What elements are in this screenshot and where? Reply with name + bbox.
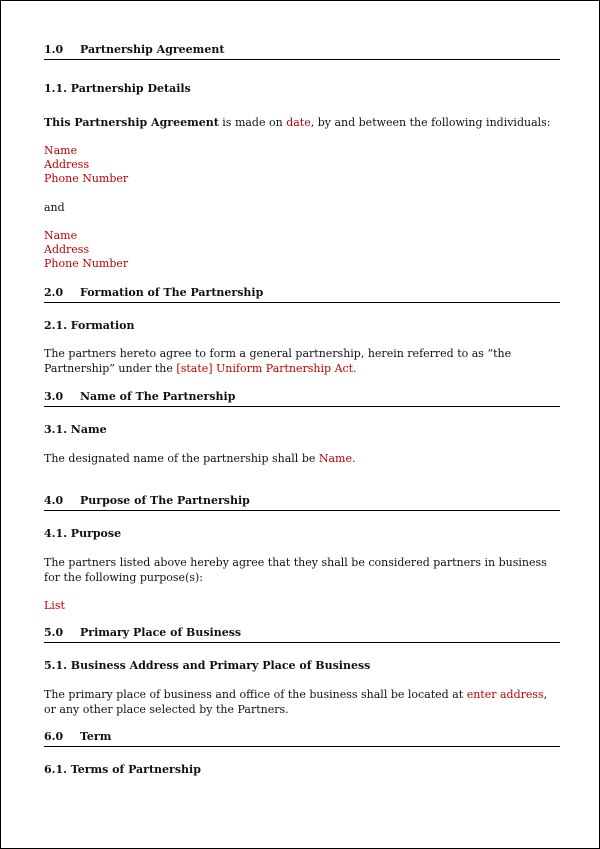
section-number: 1.0: [44, 43, 64, 56]
date-placeholder: date: [286, 116, 311, 129]
party-two-address: Address: [44, 243, 90, 256]
intro-paragraph: [44, 115, 560, 130]
party-two-name: Name: [44, 229, 78, 242]
state-act-placeholder: [state] Uniform Partnership Act.: [176, 362, 357, 375]
and-text: and: [44, 201, 65, 214]
section-title: Name of The Partnership: [80, 390, 236, 403]
section-number: 4.0: [44, 494, 64, 507]
section-number: 3.0: [44, 390, 64, 403]
subsection-heading-1-1: 1.1. Partnership Details: [44, 82, 191, 95]
business-text-end: , or any other place selected by the Partners.: [44, 688, 548, 716]
section-heading-6: [44, 730, 560, 747]
partnership-name-placeholder: Name.: [318, 452, 356, 465]
party-one-address: Address: [44, 158, 90, 171]
section-heading-1: [44, 43, 560, 60]
section-heading-4: [44, 494, 560, 511]
purpose-paragraph: The partners listed above hereby agree that they shall be considered partners in business for the following purpose(s):: [44, 556, 547, 584]
formation-paragraph: [44, 346, 560, 376]
intro-text-end: , by and between the following individuals:: [310, 116, 551, 129]
subsection-heading-5-1: 5.1. Business Address and Primary Place of Business: [44, 659, 371, 672]
business-paragraph: [44, 687, 560, 717]
subsection-heading-4-1: 4.1. Purpose: [44, 527, 122, 540]
subsection-heading-6-1: 6.1. Terms of Partnership: [44, 763, 201, 776]
section-heading-5: [44, 626, 560, 643]
business-text: The primary place of business and office of the business shall be located at: [44, 688, 467, 701]
section-heading-3: [44, 390, 560, 407]
formation-text: The partners hereto agree to form a general partnership, herein referred to as “the Partnership” under the: [44, 347, 512, 375]
purpose-list-placeholder: List: [44, 599, 65, 612]
section-title: Formation of The Partnership: [80, 286, 264, 299]
section-number: 6.0: [44, 730, 64, 743]
address-placeholder: enter address: [466, 688, 544, 701]
section-title: Term: [80, 730, 112, 743]
subsection-heading-3-1: 3.1. Name: [44, 423, 107, 436]
intro-text: is made on: [218, 116, 287, 129]
section-number: 5.0: [44, 626, 64, 639]
agreement-bold-title: This Partnership Agreement: [44, 116, 219, 129]
subsection-heading-2-1: 2.1. Formation: [44, 319, 135, 332]
section-heading-2: [44, 286, 560, 303]
name-text: The designated name of the partnership shall be: [44, 452, 319, 465]
party-two-block: [44, 229, 560, 271]
section-title: Partnership Agreement: [80, 43, 225, 56]
section-title: Primary Place of Business: [80, 626, 242, 639]
name-paragraph: [44, 451, 560, 466]
party-one-block: [44, 144, 560, 186]
section-title: Purpose of The Partnership: [80, 494, 250, 507]
party-one-phone: Phone Number: [44, 172, 129, 185]
section-number: 2.0: [44, 286, 64, 299]
party-one-name: Name: [44, 144, 78, 157]
party-two-phone: Phone Number: [44, 257, 129, 270]
